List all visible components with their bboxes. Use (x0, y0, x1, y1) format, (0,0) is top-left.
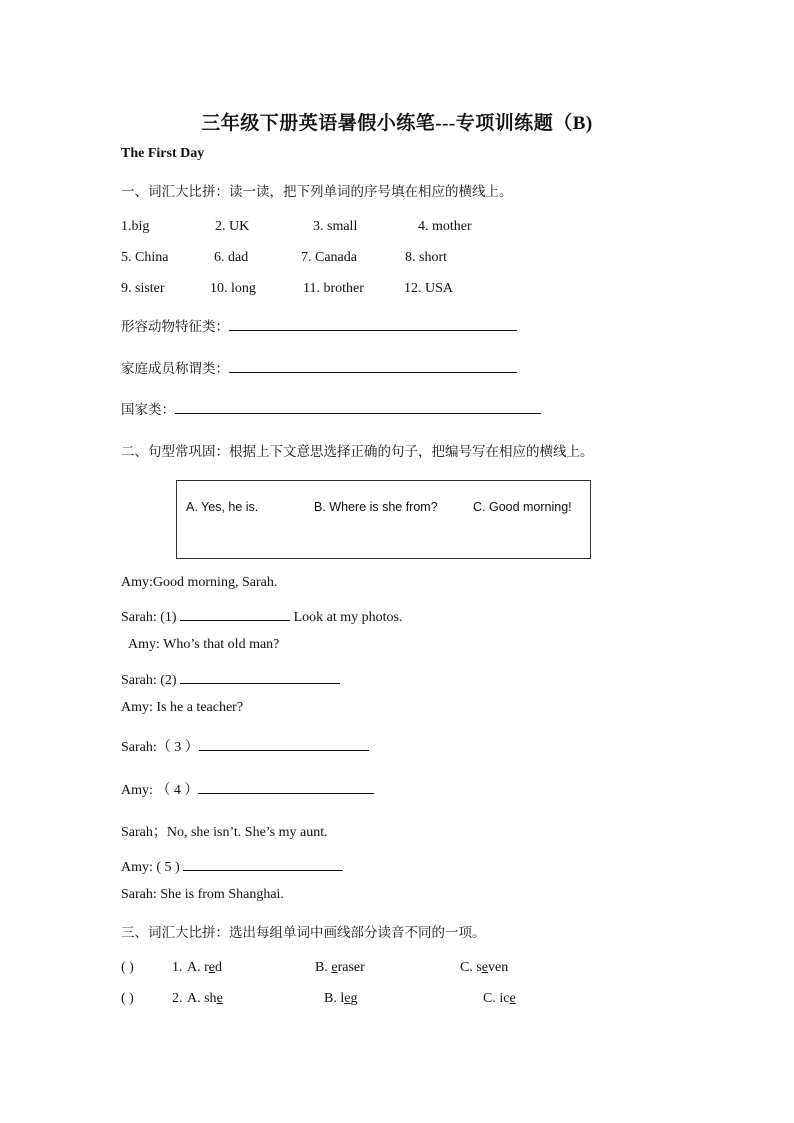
word-item: 12. USA (404, 281, 454, 296)
choice-text: ven (488, 960, 509, 975)
speaker-blank-label: Amy: （ 4 ） (121, 783, 199, 798)
choice-c (460, 960, 508, 976)
choice-b (324, 991, 357, 1007)
answer-line[interactable] (198, 779, 374, 794)
category-family (121, 357, 517, 377)
options-box (176, 480, 591, 559)
category-countries (121, 398, 541, 418)
underlined-letter: e (216, 991, 223, 1006)
speaker-blank-label: Sarah: (1) (121, 610, 177, 625)
choice-text: A. r (187, 960, 209, 975)
underlined-letter: e (481, 960, 489, 975)
option-a: A. Yes, he is. (186, 500, 259, 514)
answer-line[interactable] (180, 669, 340, 684)
category-adjectives (121, 315, 517, 335)
word-item: 7. Canada (301, 250, 357, 265)
category-label: 家庭成员称谓类： (121, 361, 229, 377)
option-b: B. Where is she from? (314, 500, 438, 514)
answer-line[interactable] (229, 358, 517, 373)
page-title: 三年级下册英语暑假小练笔---专项训练题（B) (201, 113, 593, 134)
underlined-letter: e (344, 991, 351, 1006)
speaker-blank-label: Sarah:（ 3 ） (121, 740, 199, 755)
choice-b (315, 960, 365, 976)
choice-text: B. (315, 960, 332, 975)
answer-line[interactable] (183, 856, 343, 871)
word-item: 5. China (121, 250, 169, 265)
choice-text: C. ic (483, 991, 510, 1006)
choice-text: A. sh (187, 991, 217, 1006)
answer-paren[interactable]: ( ) (121, 991, 134, 1006)
choice-text: g (350, 991, 358, 1006)
word-item: 4. mother (418, 219, 472, 234)
choice-text: d (215, 960, 222, 975)
dialogue-line: Amy:Good morning, Sarah. (121, 575, 278, 590)
option-c: C. Good morning! (473, 500, 572, 514)
word-item: 1.big (121, 219, 150, 234)
answer-paren[interactable]: ( ) (121, 960, 134, 975)
word-item: 6. dad (214, 250, 249, 265)
word-item: 8. short (405, 250, 447, 265)
section2-heading: 二、句型常巩固：根据上下文意思选择正确的句子，把编号写在相应的横线上。 (121, 444, 594, 460)
underlined-letter: e (208, 960, 215, 975)
choice-a (187, 991, 223, 1007)
dialogue-line: Sarah: She is from Shanghai. (121, 887, 284, 902)
speaker-blank-label: Amy: ( 5 ) (121, 860, 180, 875)
word-item: 9. sister (121, 281, 165, 296)
dialogue-text: Look at my photos. (293, 610, 403, 625)
answer-line[interactable] (199, 736, 369, 751)
dialogue-line (121, 606, 402, 626)
speaker-blank-label: Sarah: (2) (121, 673, 177, 688)
dialogue-line (121, 856, 343, 876)
category-label: 形容动物特征类： (121, 319, 229, 335)
choice-text: B. l (324, 991, 345, 1006)
dialogue-line (121, 736, 369, 756)
word-item: 10. long (210, 281, 256, 296)
answer-line[interactable] (175, 399, 541, 414)
word-item: 3. small (313, 219, 358, 234)
dialogue-line (121, 779, 374, 799)
word-item: 2. UK (215, 219, 250, 234)
word-item: 11. brother (303, 281, 364, 296)
choice-a (187, 960, 222, 976)
choice-text: raser (337, 960, 365, 975)
choice-text: C. s (460, 960, 482, 975)
answer-line[interactable] (180, 606, 290, 621)
question-number: 1. (172, 960, 183, 975)
underlined-letter: e (331, 960, 338, 975)
dialogue-line: Amy: Who’s that old man? (128, 637, 280, 652)
category-label: 国家类： (121, 402, 175, 418)
section3-heading: 三、词汇大比拼：选出每组单词中画线部分读音不同的一项。 (121, 925, 486, 941)
dialogue-line (121, 669, 340, 689)
question-number: 2. (172, 991, 183, 1006)
underlined-letter: e (509, 991, 516, 1006)
dialogue-line: Sarah；No, she isn’t. She’s my aunt. (121, 825, 328, 840)
section1-heading: 一、词汇大比拼：读一读，把下列单词的序号填在相应的横线上。 (121, 184, 513, 200)
answer-line[interactable] (229, 316, 517, 331)
lesson-subtitle: The First Day (121, 146, 205, 161)
dialogue-line: Amy: Is he a teacher? (121, 700, 244, 715)
choice-c (483, 991, 516, 1007)
